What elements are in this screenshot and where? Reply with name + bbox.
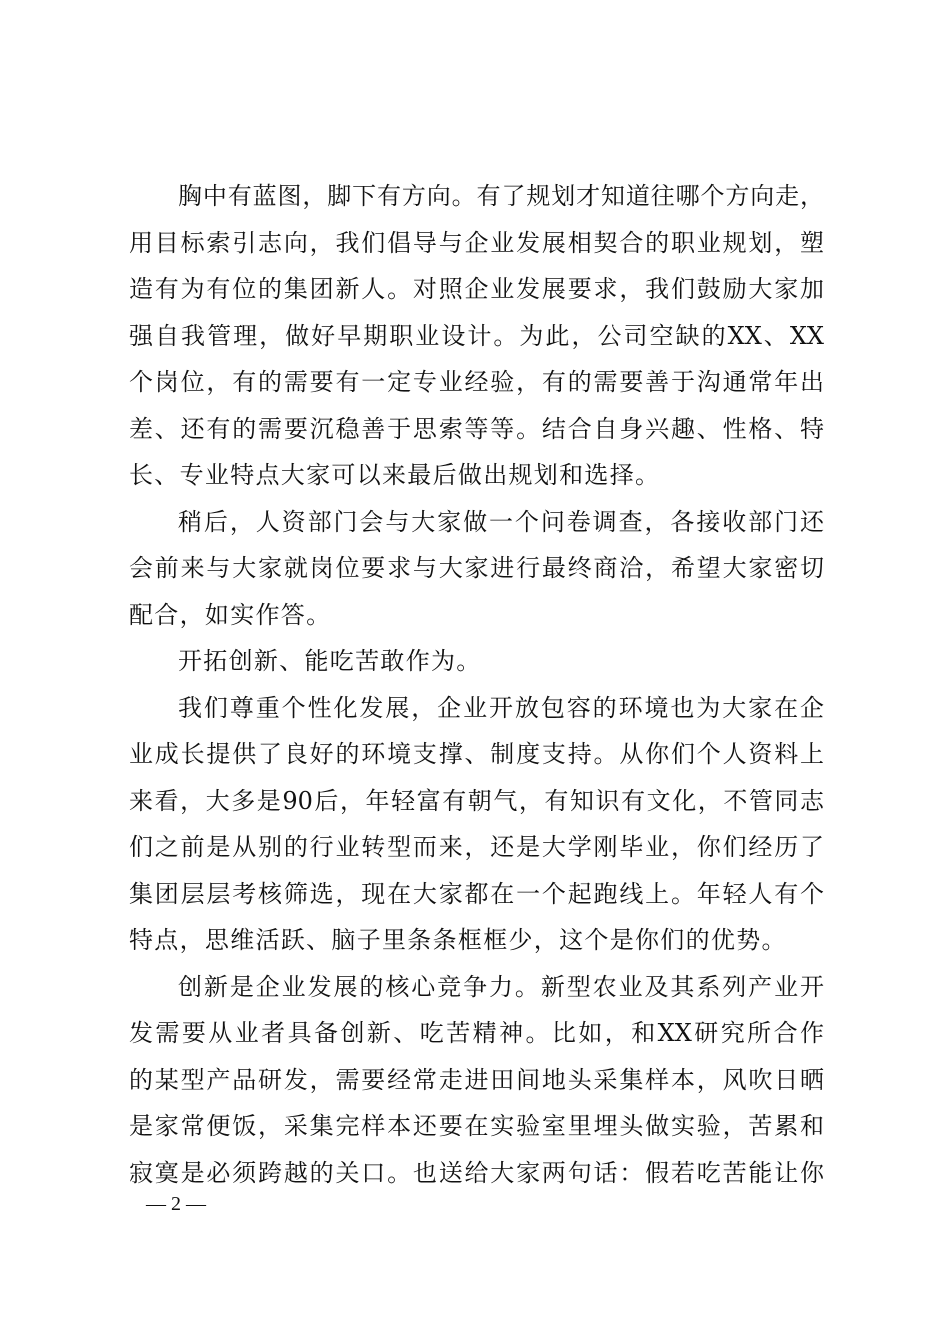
paragraph-line: 造有为有位的集团新人。对照企业发展要求，我们鼓励大家加 — [129, 275, 824, 303]
paragraph-line: 我们尊重个性化发展，企业开放包容的环境也为大家在企 — [178, 693, 824, 722]
paragraph-line: 业成长提供了良好的环境支撑、制度支持。从你们个人资料上 — [129, 740, 824, 768]
page-number: — 2 — — [146, 1193, 206, 1215]
paragraph-line: 配合，如实作答。 — [129, 600, 332, 629]
paragraph-line: 差、还有的需要沉稳善于思索等等。结合自身兴趣、性格、特 — [129, 414, 824, 443]
paragraph-line: 用目标索引志向，我们倡导与企业发展相契合的职业规划，塑 — [129, 228, 824, 257]
paragraph-line: 长、专业特点大家可以来最后做出规划和选择。 — [129, 461, 661, 489]
paragraph-line: 胸中有蓝图，脚下有方向。有了规划才知道往哪个方向走， — [178, 182, 824, 210]
paragraph-line: 集团层层考核筛选，现在大家都在一个起跑线上。年轻人有个 — [129, 879, 824, 908]
paragraph-line: 特点，思维活跃、脑子里条条框框少，这个是你们的优势。 — [129, 926, 787, 954]
paragraph-line: 们之前是从别的行业转型而来，还是大学刚毕业，你们经历了 — [129, 833, 824, 861]
paragraph-line: 寂寞是必须跨越的关口。也送给大家两句话：假若吃苦能让你 — [129, 1158, 824, 1187]
paragraph-line: 的某型产品研发，需要经常走进田间地头采集样本，风吹日晒 — [129, 1065, 824, 1094]
body-text — [129, 173, 824, 1196]
paragraph-line: 会前来与大家就岗位要求与大家进行最终商洽，希望大家密切 — [129, 554, 824, 582]
paragraph-line: 来看，大多是90后，年轻富有朝气，有知识有文化，不管同志 — [129, 786, 824, 815]
paragraph-line: 强自我管理，做好早期职业设计。为此，公司空缺的XX、XX — [129, 321, 824, 350]
paragraph-line: 发需要从业者具备创新、吃苦精神。比如，和XX研究所合作 — [129, 1019, 824, 1047]
paragraph-line: 个岗位，有的需要有一定专业经验，有的需要善于沟通常年出 — [129, 368, 824, 396]
paragraph-line: 稍后，人资部门会与大家做一个问卷调查，各接收部门还 — [178, 507, 824, 536]
paragraph-line: 创新是企业发展的核心竞争力。新型农业及其系列产业开 — [178, 972, 824, 1001]
section-heading: 开拓创新、能吃苦敢作为。 — [178, 647, 482, 675]
paragraph-line: 是家常便饭，采集完样本还要在实验室里埋头做实验，苦累和 — [129, 1112, 824, 1140]
